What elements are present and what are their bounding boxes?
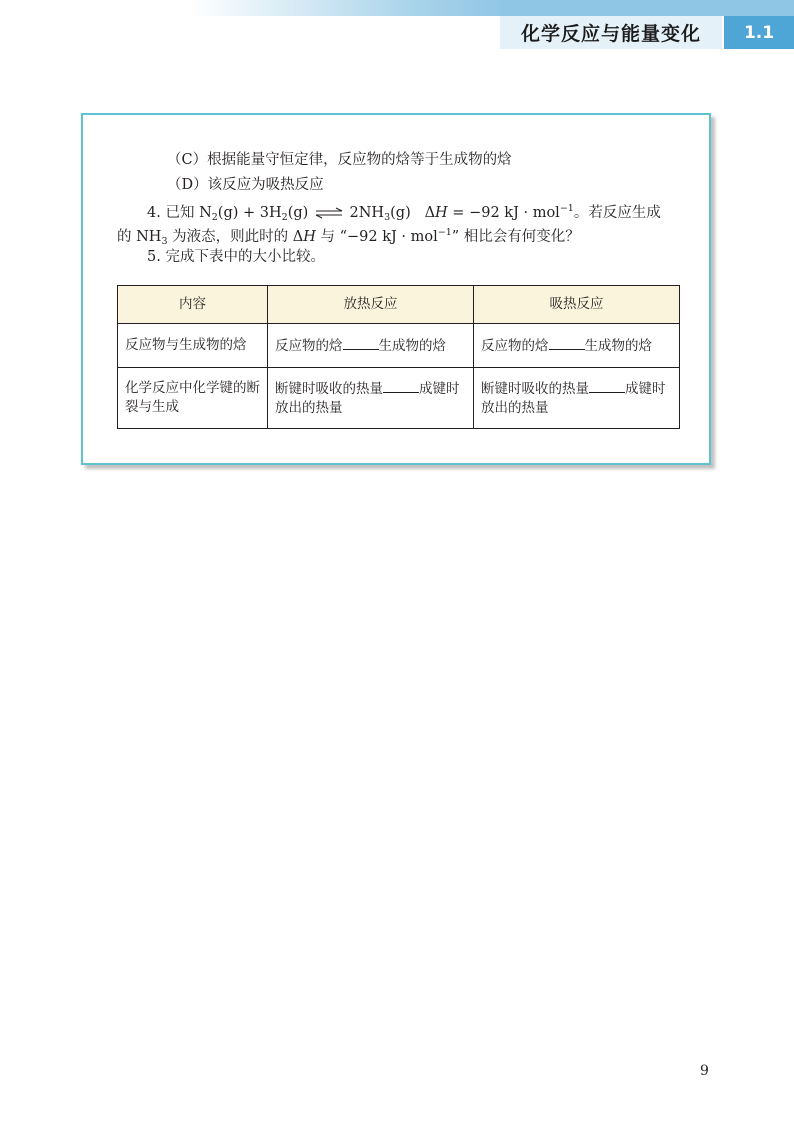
option-c: （C）根据能量守恒定律，反应物的焓等于生成物的焓 [167, 152, 512, 168]
row2-endo-a: 断键时吸收的热量 [481, 381, 589, 397]
q4-delta: Δ [424, 205, 436, 221]
q4-line2-b: 为液态，则此时的 Δ [167, 229, 304, 245]
row2-endothermic [474, 368, 680, 429]
table-row [118, 324, 680, 368]
row2-exo-b: 成键时放出的热量 [275, 381, 460, 416]
page-number: 9 [700, 1063, 709, 1079]
row1-label: 反应物与生成物的焓 [118, 324, 268, 368]
q4-line2-a: 的 NH [117, 229, 162, 245]
header-endothermic: 吸热反应 [474, 286, 680, 324]
q4-h-symbol: H [435, 205, 448, 221]
row1-exo-b: 生成物的焓 [378, 338, 446, 354]
fill-blank [549, 335, 585, 350]
q4-nh-subscript: 3 [384, 212, 391, 223]
header-content: 内容 [118, 286, 268, 324]
q4-n-subscript: 2 [211, 212, 218, 223]
comparison-table [117, 285, 680, 429]
header-top-strip [500, 0, 794, 16]
table-row [118, 368, 680, 429]
q4-line2-subscript: 3 [161, 236, 168, 247]
row2-label: 化学反应中化学键的断裂与生成 [118, 368, 268, 429]
table-header-row [118, 286, 680, 324]
header-exothermic: 放热反应 [268, 286, 474, 324]
exercise-box [81, 113, 711, 465]
fill-blank [383, 378, 419, 393]
row1-endo-a: 反应物的焓 [481, 338, 549, 354]
row1-endothermic [474, 324, 680, 368]
q4-number: 4. 已知 [147, 205, 200, 221]
q4-h-subscript: 2 [281, 212, 288, 223]
q4-tail: 。若反应生成 [573, 205, 661, 221]
row1-exothermic [268, 324, 474, 368]
q4-g2: (g) [287, 205, 309, 221]
q4-line2-c: 与 “−92 kJ · mol [315, 229, 438, 245]
fill-blank [343, 335, 379, 350]
q4-reactants: (g) + 3H [217, 205, 282, 221]
q4-n: N [199, 205, 212, 221]
q4-line2-exponent: −1 [437, 227, 452, 238]
question-5: 5. 完成下表中的大小比较。 [147, 249, 325, 265]
header-gradient-band [190, 0, 510, 16]
fill-blank [589, 378, 625, 393]
q4-line2-d: ” 相比会有何变化？ [451, 229, 580, 245]
q4-exponent: −1 [559, 203, 574, 214]
equilibrium-arrow-icon [315, 207, 343, 219]
row2-exo-a: 断键时吸收的热量 [275, 381, 383, 397]
row1-exo-a: 反应物的焓 [275, 338, 343, 354]
row2-endo-b: 成键时放出的热量 [481, 381, 666, 416]
row2-exothermic [268, 368, 474, 429]
q4-value: = −92 kJ · mol [447, 205, 560, 221]
q4-g3: (g) [390, 205, 411, 221]
q4-line2-h: H [303, 229, 316, 245]
row1-endo-b: 生成物的焓 [584, 338, 652, 354]
section-number: 1.1 [724, 16, 794, 49]
option-d: （D）该反应为吸热反应 [167, 177, 324, 193]
q4-product: 2NH [349, 205, 385, 221]
chapter-title: 化学反应与能量变化 [500, 16, 722, 49]
